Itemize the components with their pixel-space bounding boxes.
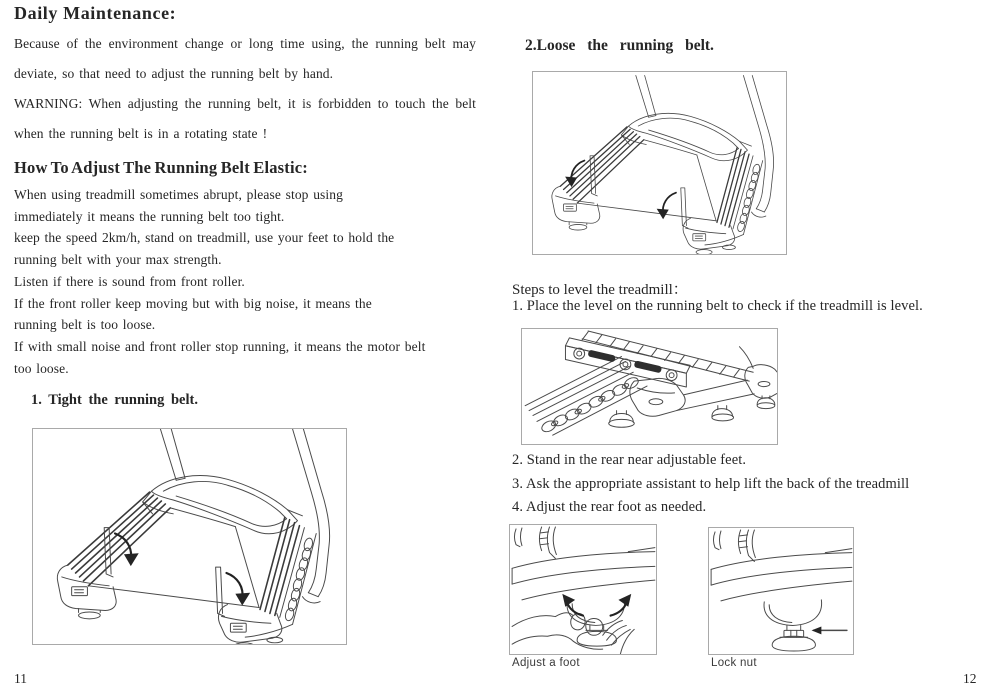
level-step-line: 3. Ask the appropriate assistant to help lift the back of the treadmill [512, 476, 910, 492]
warning-line: WARNING: When adjusting the running belt, it is forbidden to touch the belt [14, 96, 476, 111]
pointer-arrow-icon [812, 626, 847, 634]
spirit-level-drawing [522, 329, 777, 444]
adjust-instructions [14, 184, 494, 379]
page-number-right: 12 [963, 671, 977, 686]
instruction-line: Listen if there is sound from front roller. [14, 273, 245, 289]
instruction-line: running belt is too loose. [14, 317, 156, 333]
intro-paragraph [14, 29, 476, 89]
figure-level-on-belt-illustration [521, 328, 778, 445]
level-heading: Steps to level the treadmill： [512, 282, 688, 298]
instruction-line: immediately it means the running belt too tight. [14, 208, 285, 224]
instruction-line: If with small noise and front roller stop running, it means the motor belt [14, 338, 426, 354]
warning-line: when the running belt is in a rotating state ! [14, 126, 268, 141]
instruction-line: running belt with your max strength. [14, 252, 222, 268]
section-subtitle: How To Adjust The Running Belt Elastic: [14, 158, 308, 177]
level-step-line: 2. Stand in the rear near adjustable feet. [512, 452, 747, 468]
instruction-line: When using treadmill sometimes abrupt, please stop using [14, 187, 343, 202]
step-tight-heading: 1. Tight the running belt. [31, 392, 198, 408]
adjust-foot-drawing [510, 525, 656, 654]
lock-nut-drawing [709, 528, 853, 654]
clockwise-arrow-icon [226, 573, 250, 606]
level-vial-slot [588, 350, 616, 363]
level-vial-slot [634, 360, 662, 373]
level-step-line: 1. Place the level on the running belt to check if the treadmill is level. [512, 298, 923, 314]
instruction-line: too loose. [14, 360, 69, 376]
turn-arrow-icon [611, 594, 632, 616]
treadmill-rear-tighten-drawing [33, 429, 346, 644]
warning-paragraph [14, 89, 476, 149]
step-loose-heading: 2.Loose the running belt. [525, 37, 714, 54]
instruction-line: keep the speed 2km/h, stand on treadmill, use your feet to hold the [14, 230, 395, 246]
caption-adjust-foot: Adjust a foot [512, 657, 580, 669]
intro-line: Because of the environment change or long time using, the running belt may [14, 36, 476, 51]
figure-tighten-belt-illustration [32, 428, 347, 645]
figure-loosen-belt-illustration [532, 71, 787, 255]
level-step-line: 4. Adjust the rear foot as needed. [512, 499, 707, 515]
page-number-left: 11 [14, 671, 27, 686]
instruction-line: If the front roller keep moving but with big noise, it means the [14, 295, 372, 311]
figure-adjust-foot-illustration [509, 524, 657, 655]
treadmill-rear-loosen-drawing [533, 72, 786, 254]
intro-line: deviate, so that need to adjust the running belt by hand. [14, 66, 334, 81]
figure-lock-nut-illustration [708, 527, 854, 655]
caption-lock-nut: Lock nut [711, 657, 757, 669]
page-title: Daily Maintenance: [14, 3, 177, 23]
